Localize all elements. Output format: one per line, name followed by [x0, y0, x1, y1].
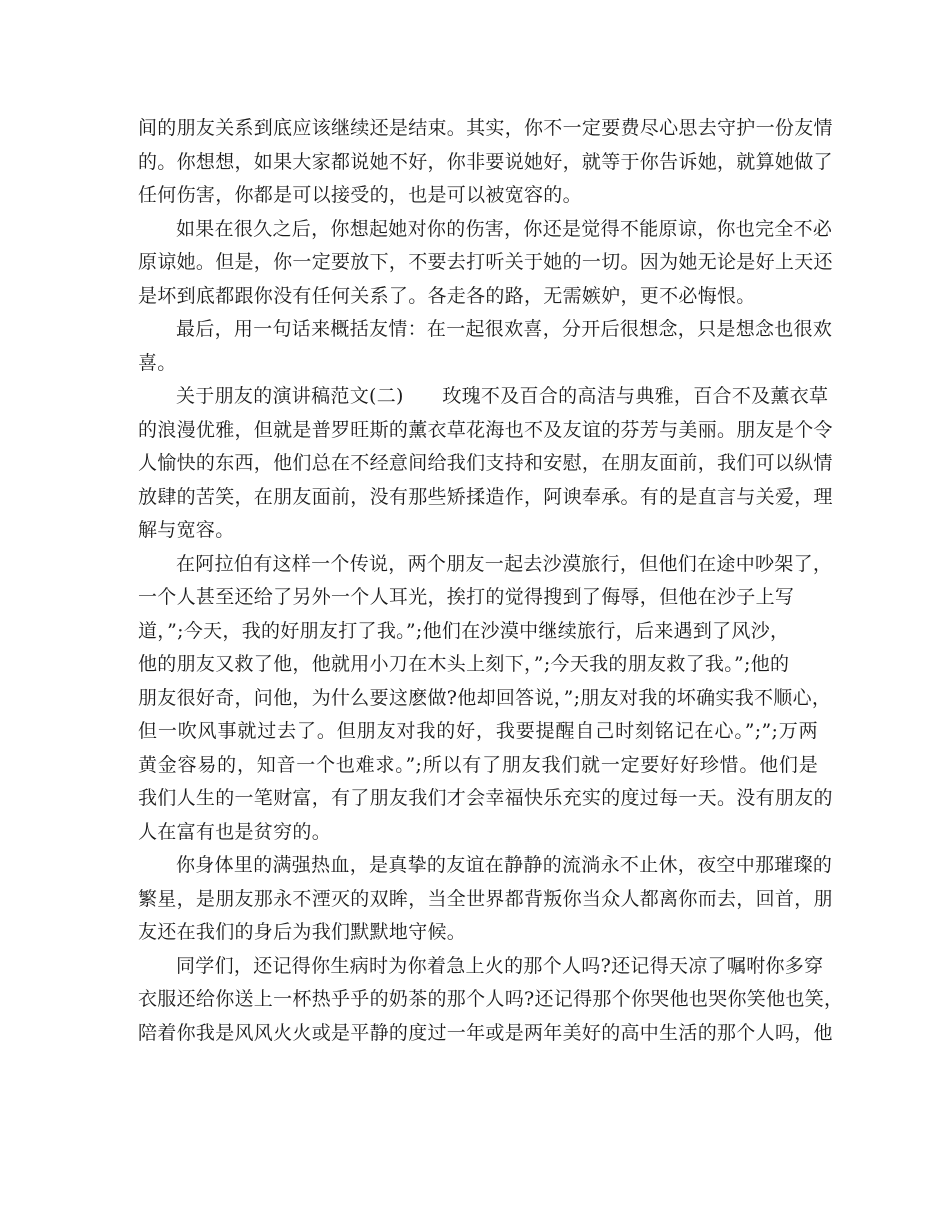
text-line: 我们人生的一笔财富，有了朋友我们才会幸福快乐充实的度过每一天。没有朋友的 — [138, 787, 833, 809]
text-line: 解与宽容。 — [138, 519, 235, 541]
text-line: 如果在很久之后，你想起她对你的伤害，你还是觉得不能原谅，你也完全不必 — [176, 217, 833, 240]
text-line: 喜。 — [138, 351, 177, 374]
text-line: 陪着你我是风风火火或是平静的度过一年或是两年美好的高中生活的那个人吗，他 — [138, 1021, 833, 1044]
text-line: 你身体里的满强热血，是真挚的友谊在静静的流淌永不止休，夜空中那璀璨的 — [176, 854, 833, 876]
text-line: 衣服还给你送上一杯热乎乎的奶茶的那个人吗?还记得那个你哭他也哭你笑他也笑， — [138, 988, 844, 1010]
text-line: 在阿拉伯有这样一个传说，两个朋友一起去沙漠旅行，但他们在途中吵架了， — [176, 552, 833, 575]
text-line: 他的朋友又救了他，他就用小刀在木头上刻下，”;今天我的朋友救了我。”;他的 — [138, 653, 790, 675]
text-line: 任何伤害，你都是可以接受的，也是可以被宽容的。 — [138, 184, 582, 206]
text-line: 人愉快的东西，他们总在不经意间给我们支持和安慰，在朋友面前，我们可以纵情 — [138, 452, 833, 474]
text-line: 原谅她。但是，你一定要放下，不要去打听关于她的一切。因为她无论是好上天还 — [138, 251, 833, 273]
text-line: 关于朋友的演讲稿范文(二) 玫瑰不及百合的高洁与典雅，百合不及薰衣草 — [176, 385, 829, 407]
text-line: 同学们，还记得你生病时为你着急上火的那个人吗?还记得天凉了嘱咐你多穿 — [176, 954, 824, 977]
text-line: 的浪漫优雅，但就是普罗旺斯的薰衣草花海也不及友谊的芬芳与美丽。朋友是个令 — [138, 418, 833, 441]
text-line: 人在富有也是贫穷的。 — [138, 820, 332, 843]
text-line: 最后，用一句话来概括友情：在一起很欢喜，分开后很想念，只是想念也很欢 — [176, 318, 833, 340]
text-line: 一个人甚至还给了另外一个人耳光，挨打的觉得搜到了侮辱，但他在沙子上写 — [138, 586, 795, 608]
text-line: 的。你想想，如果大家都说她不好，你非要说她好，就等于你告诉她，就算她做了 — [138, 150, 833, 173]
text-line: 朋友很好奇，问他，为什么要这麽做?他却回答说，”;朋友对我的坏确实我不顺心， — [138, 686, 832, 709]
text-line: 道，”;今天，我的好朋友打了我。”;他们在沙漠中继续旅行，后来遇到了风沙， — [138, 619, 790, 642]
text-line: 黄金容易的，知音一个也难求。”;所以有了朋友我们就一定要好好珍惜。他们是 — [138, 753, 818, 776]
text-line: 放肆的苦笑，在朋友面前，没有那些矫揉造作，阿谀奉承。有的是直言与关爱，理 — [138, 485, 833, 508]
text-line: 间的朋友关系到底应该继续还是结束。其实，你不一定要费尽心思去守护一份友情 — [138, 117, 833, 139]
text-line: 但一吹风事就过去了。但朋友对我的好，我要提醒自己时刻铭记在心。”;”;万两 — [138, 720, 818, 742]
text-line: 友还在我们的身后为我们默默地守候。 — [138, 921, 467, 943]
text-line: 是坏到底都跟你没有任何关系了。各走各的路，无需嫉妒，更不必悔恨。 — [138, 284, 756, 307]
text-line: 繁星，是朋友那永不湮灭的双眸，当全世界都背叛你当众人都离你而去，回首，朋 — [138, 887, 833, 910]
body-text — [138, 112, 844, 1050]
